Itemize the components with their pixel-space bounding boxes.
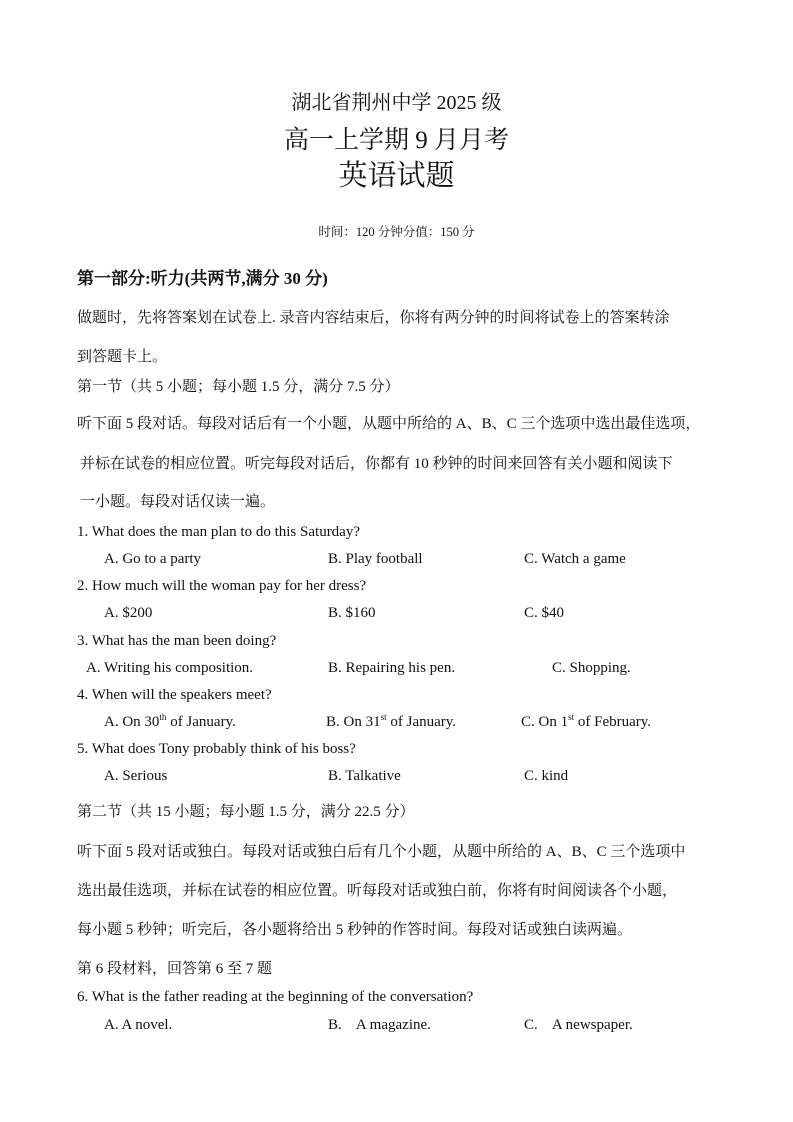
- section2-title: 第二节（共 15 小题；每小题 1.5 分，满分 22.5 分）: [77, 804, 415, 820]
- option-c: C. Watch a game: [524, 551, 626, 567]
- option-a: A. Writing his composition.: [86, 660, 254, 676]
- material-label: 第 6 段材料，回答第 6 至 7 题: [77, 961, 273, 977]
- school-title: 湖北省荆州中学 2025 级: [291, 92, 502, 114]
- question-stem: 3. What has the man been doing?: [77, 633, 277, 649]
- section1-instruction-line: 并标在试卷的相应位置。听完每段对话后，你都有 10 秒钟的时间来回答有关小题和阅读下: [80, 456, 673, 472]
- part1-instruction-line: 做题时，先将答案划在试卷上. 录音内容结束后，你将有两分钟的时间将试卷上的答案转涂: [77, 310, 670, 326]
- option-b: B. A magazine.: [328, 1017, 431, 1033]
- option-c: C. Shopping.: [552, 660, 631, 676]
- section1-title: 第一节（共 5 小题；每小题 1.5 分，满分 7.5 分）: [77, 379, 400, 395]
- option-c: C. On 1st of February.: [521, 712, 652, 730]
- option-c: C. kind: [524, 768, 569, 784]
- option-b: B. $160: [328, 605, 376, 621]
- option-a: A. Go to a party: [104, 551, 202, 567]
- section2-instruction-line: 每小题 5 秒钟；听完后，各小题将给出 5 秒钟的作答时间。每段对话或独白读两遍。: [77, 922, 633, 938]
- question-stem: 2. How much will the woman pay for her dress?: [77, 578, 367, 594]
- option-c: C. $40: [524, 605, 565, 621]
- question-stem: 6. What is the father reading at the beginning of the conversation?: [77, 989, 474, 1005]
- option-a: A. A novel.: [104, 1017, 173, 1033]
- option-b: B. Talkative: [328, 768, 401, 784]
- question-stem: 1. What does the man plan to do this Saturday?: [77, 524, 361, 540]
- option-a: A. $200: [104, 605, 153, 621]
- section1-instruction-line: 听下面 5 段对话。每段对话后有一个小题，从题中所给的 A、B、C 三个选项中选出最佳选项，: [77, 416, 701, 432]
- exam-title: 高一上学期 9 月月考: [283, 127, 509, 154]
- part1-instruction-line: 到答题卡上。: [77, 349, 168, 365]
- time-info: 时间：120 分钟分值：150 分: [318, 225, 475, 239]
- option-b: B. Play football: [328, 551, 423, 567]
- section2-instruction-line: 选出最佳选项，并标在试卷的相应位置。听每段对话或独白前，你将有时间阅读各个小题，: [77, 883, 678, 899]
- question-stem: 5. What does Tony probably think of his boss?: [77, 741, 356, 757]
- option-b: B. On 31st of January.: [326, 712, 457, 730]
- question-stem: 4. When will the speakers meet?: [77, 687, 272, 703]
- section2-instruction-line: 听下面 5 段对话或独白。每段对话或独白后有几个小题，从题中所给的 A、B、C 三个选项中: [77, 844, 686, 860]
- option-c: C. A newspaper.: [524, 1017, 633, 1033]
- subject-title: 英语试题: [338, 160, 455, 192]
- part1-title: 第一部分:听力(共两节,满分 30 分): [77, 269, 328, 288]
- option-b: B. Repairing his pen.: [328, 660, 456, 676]
- section1-instruction-line: 一小题。每段对话仅读一遍。: [80, 494, 276, 510]
- option-a: A. On 30th of January.: [104, 712, 236, 730]
- option-a: A. Serious: [104, 768, 168, 784]
